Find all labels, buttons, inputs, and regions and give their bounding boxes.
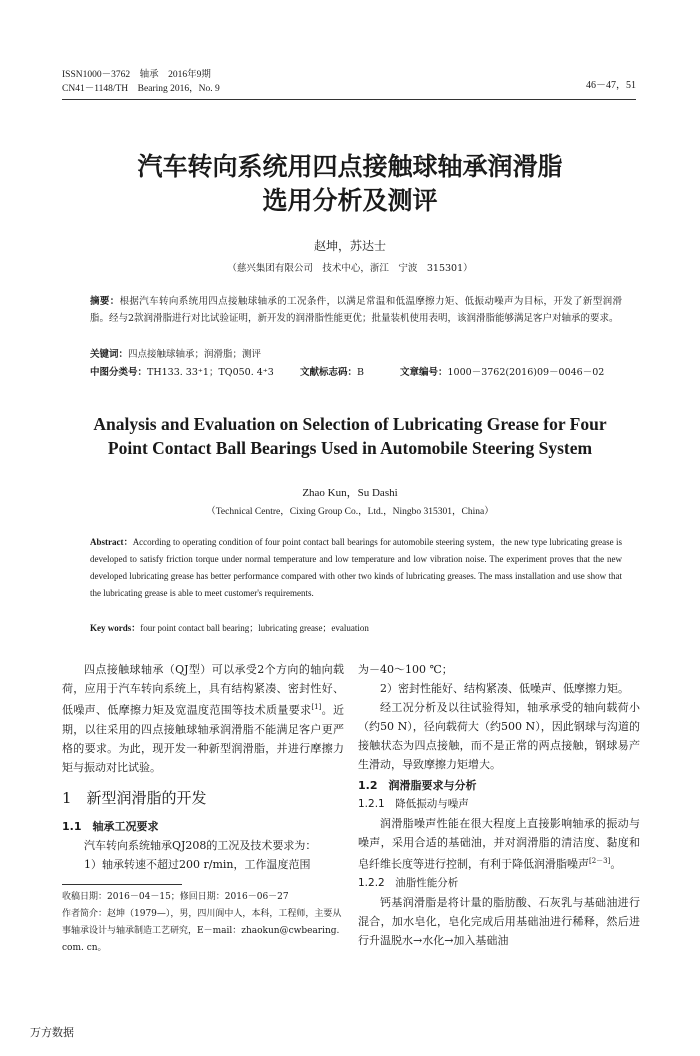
- abstract-english: [90, 534, 622, 602]
- section-heading-1: 1 新型润滑脂的开发: [62, 788, 207, 807]
- paragraph-grease: 钙基润滑脂是将计量的脂肪酸、石灰乳与基础油进行混合，加水皂化，皂化完成后用基础油进行稀释，然后进行升温脱水→水化→加入基础油: [358, 895, 640, 947]
- body-right-column: [358, 660, 640, 950]
- affiliation-chinese: （慈兴集团有限公司 技术中心，浙江 宁波 315301）: [227, 263, 473, 274]
- paragraph-temp-range: 为－40～100 ℃；: [358, 663, 453, 676]
- intro-text: 四点接触球轴承（QJ型）可以承受2个方向的轴向载荷，应用于汽车转向系统上，具有结构紧凑、密封性好、低噪声、低摩擦力矩及宽温度范围等技术质量要求: [62, 663, 344, 717]
- subsubsection-heading-1-2-2: 1.2.2 油脂性能分析: [358, 876, 459, 889]
- keywords-chinese: [90, 346, 622, 363]
- subsection-heading-1-2: 1.2 润滑脂要求与分析: [358, 779, 477, 792]
- doc-code-value: B: [357, 367, 364, 378]
- header-cn: CN41－1148/TH Bearing 2016，No. 9: [62, 84, 220, 94]
- title-en-line2: Point Contact Ball Bearings Used in Automobile Steering System: [107, 438, 593, 458]
- paragraph-condition: 汽车转向系统轴承QJ208的工况及技术要求为：: [84, 838, 317, 852]
- keywords-en-text: four point contact ball bearing；lubricating grease；evaluation: [140, 623, 369, 633]
- abstract-cn-text: 根据汽车转向系统用四点接触球轴承的工况条件，以满足常温和低温摩擦力矩、低振动噪声为目标，开发了新型润滑脂。经与2款润滑脂进行对比试验证明，新开发的润滑脂性能更优；批量装机使用表明，该润滑脂能够满足客户对轴承的要求。: [90, 296, 622, 324]
- footnote-author: 作者简介：赵坤（1979—），男，四川阆中人，本科，工程师，主要从事轴承设计与轴承制造工艺研究，E－mail：zhaokun@cwbearing. com. cn。: [62, 908, 342, 953]
- subsubsection-heading-1-2-1: 1.2.1 降低振动与噪声: [358, 798, 469, 810]
- title-chinese: [0, 150, 700, 218]
- class-cn-label: 中图分类号：: [90, 367, 148, 378]
- classification-line: [90, 364, 622, 381]
- body-left-column: [62, 660, 344, 957]
- title-en-line1: Analysis and Evaluation on Selection of Lubricating Grease for Four: [93, 414, 607, 434]
- header-divider: [62, 99, 636, 100]
- citation-2-3: [2－3]: [589, 857, 611, 865]
- header-issn: ISSN1000－3762 轴承 2016年9期: [62, 70, 211, 80]
- abstract-cn-label: 摘要：: [90, 296, 120, 307]
- paragraph-analysis: 经工况分析及以往试验得知，轴承承受的轴向载荷小（约50 N），径向载荷大（约500 N），因此钢球与沟道的接触状态为四点接触，而不是正常的两点接触，钢球易产生滑动，导致摩擦力矩增大。: [358, 701, 640, 771]
- title-cn-line1: 汽车转向系统用四点接触球轴承润滑脂: [137, 152, 563, 181]
- keywords-cn-label: 关键词：: [90, 349, 129, 360]
- noise-text-tail: 。: [610, 857, 622, 871]
- paragraph-speed: 1）轴承转速不超过200 r/min，工作温度范围: [84, 857, 311, 871]
- intro-paragraph: [62, 660, 344, 777]
- footnote-divider: [62, 884, 182, 885]
- abstract-en-text: According to operating condition of four point contact ball bearings for automobile steering system，the new type lubricating grease is developed to satisfy friction torque under normal temperature and low temperature and low vibration noise. The experiment proves that the new developed lubricating grease has better performance compared with other two kinds of lubricating greases. The mass installation and use show that the lubricating grease is able to meet customer's requirements.: [90, 537, 622, 598]
- keywords-cn-text: 四点接触球轴承；润滑脂；测评: [128, 349, 262, 360]
- journal-header: [62, 68, 220, 96]
- affiliation-english: （Technical Centre，Cixing Group Co.，Ltd.，Ningbo 315301，China）: [206, 507, 494, 517]
- header-pages: 46－47，51: [586, 80, 636, 91]
- article-no-label: 文章编号：: [400, 367, 448, 378]
- paragraph-sealing: 2）密封性能好、结构紧凑、低噪声、低摩擦力矩。: [380, 682, 629, 695]
- subsection-heading-1-1: 1.1 轴承工况要求: [62, 819, 159, 833]
- class-cn-value: TH133. 33⁺1；TQ050. 4⁺3: [147, 367, 274, 378]
- citation-1: [1]: [311, 703, 322, 711]
- authors-english: Zhao Kun，Su Dashi: [302, 487, 398, 499]
- abstract-chinese: [90, 293, 622, 327]
- article-no-value: 1000－3762(2016)09－0046－02: [447, 367, 605, 378]
- paragraph-noise: [358, 814, 640, 874]
- doc-code-label: 文献标志码：: [300, 367, 358, 378]
- watermark-text: 万方数据: [30, 1026, 74, 1039]
- abstract-en-label: Abstract：: [90, 537, 133, 547]
- keywords-en-label: Key words：: [90, 623, 141, 633]
- title-english: [0, 412, 700, 460]
- intro-text-tail: 。近期，以往采用的四点接触球轴承润滑脂不能满足客户更严格的要求。为此，现开发一种新型润滑脂，并进行摩擦力矩与振动对比试验。: [62, 703, 345, 774]
- title-cn-line2: 选用分析及测评: [262, 186, 438, 215]
- noise-text: 润滑脂噪声性能在很大程度上直接影响轴承的振动与噪声，采用合适的基础油，并对润滑脂的清洁度、黏度和皂纤维长度等进行控制，有利于降低润滑脂噪声: [358, 817, 640, 871]
- authors-chinese: 赵坤，苏达士: [313, 239, 386, 253]
- footnote-dates: 收稿日期：2016－04－15；修回日期：2016－06－27: [62, 891, 289, 902]
- keywords-english: [90, 620, 622, 637]
